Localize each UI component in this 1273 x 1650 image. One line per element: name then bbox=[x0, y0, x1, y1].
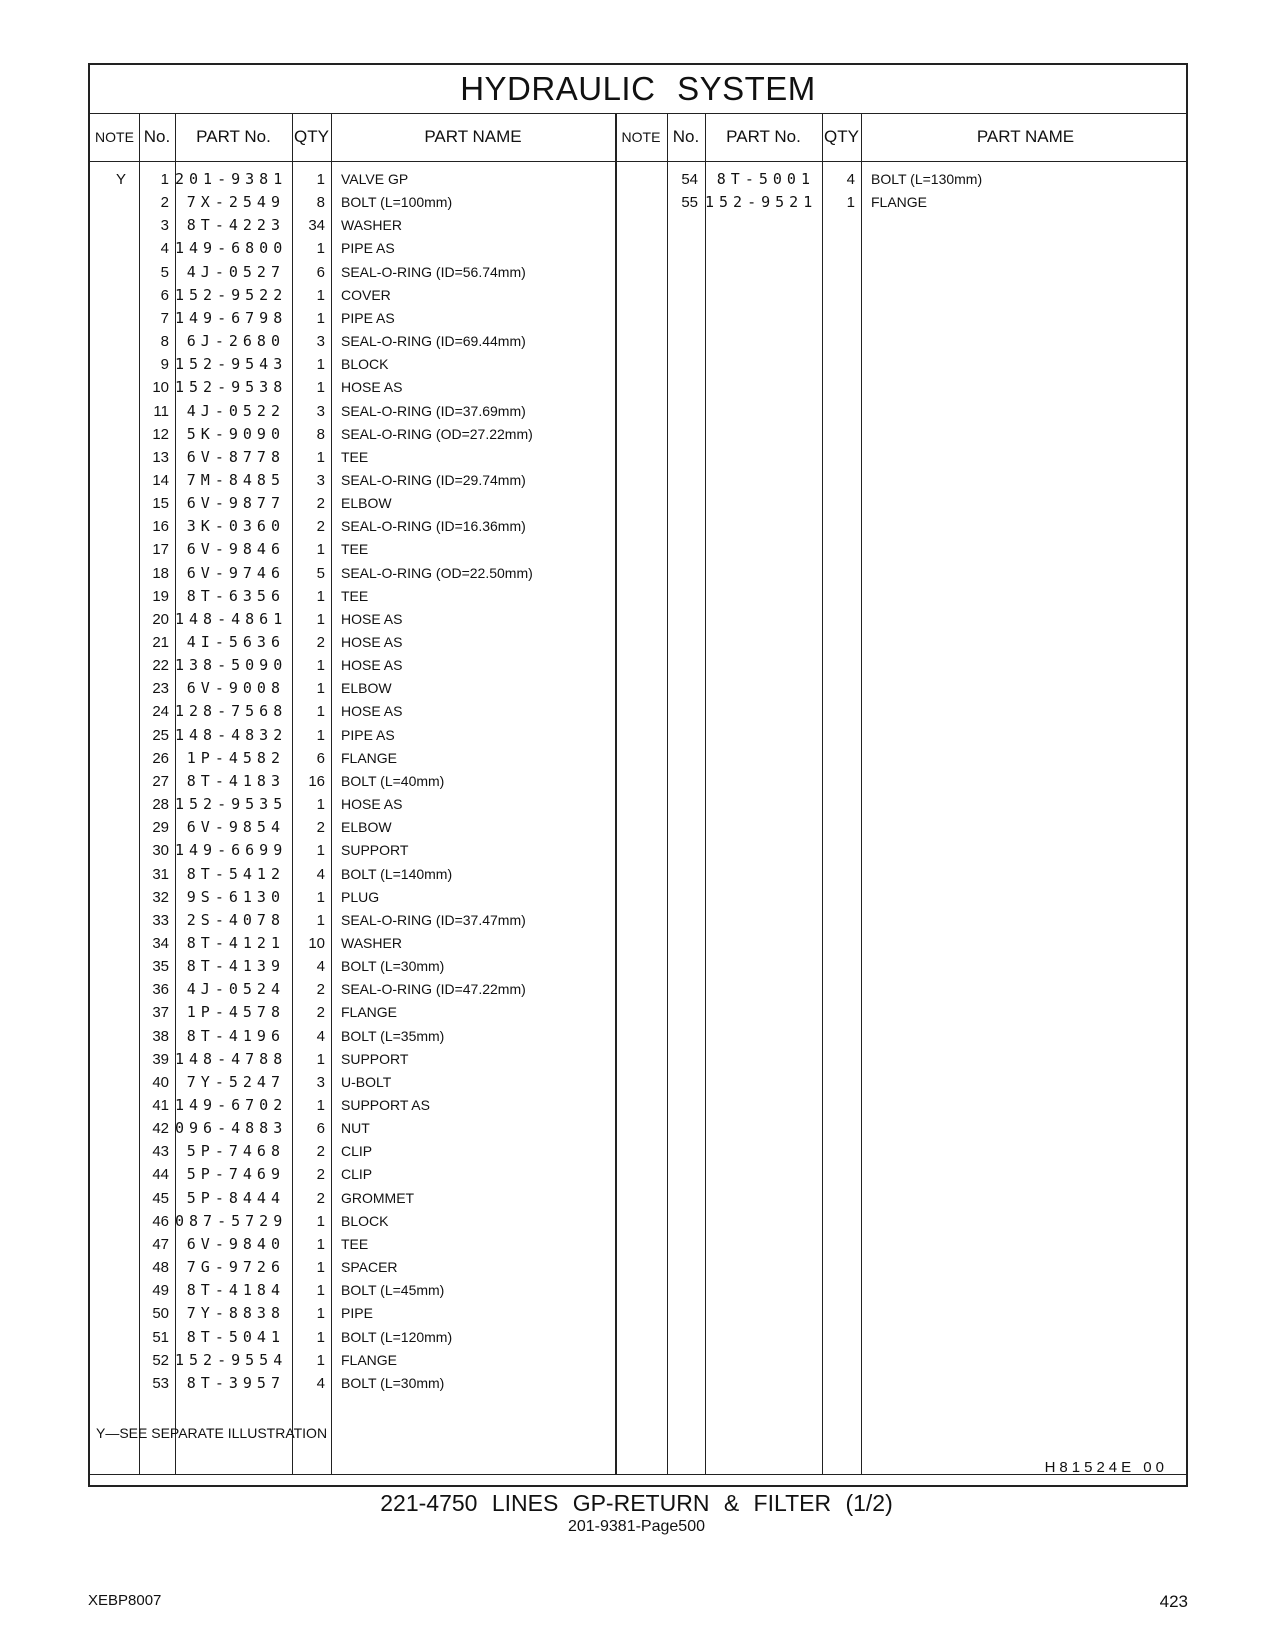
table-row bbox=[90, 1233, 1190, 1256]
row-item-number: 34 bbox=[152, 934, 169, 952]
row-quantity: 1 bbox=[846, 194, 855, 212]
row-part-name: SEAL-O-RING (ID=37.47mm) bbox=[341, 911, 526, 928]
row-part-name: HOSE AS bbox=[341, 634, 403, 650]
header-qty-left: QTY bbox=[294, 127, 329, 146]
table-row bbox=[90, 932, 1190, 955]
row-quantity: 2 bbox=[316, 1189, 325, 1207]
row-quantity: 2 bbox=[316, 1143, 325, 1161]
row-part-name: BOLT (L=120mm) bbox=[341, 1328, 453, 1345]
header-note-right: NOTE bbox=[621, 129, 661, 145]
table-row bbox=[90, 446, 1190, 469]
row-part-number: 096-4883 bbox=[175, 1119, 288, 1138]
row-part-number: 8T-4223 bbox=[186, 216, 285, 235]
row-part-number: 8T-4196 bbox=[186, 1026, 285, 1045]
row-part-number: 7M-8485 bbox=[186, 470, 285, 489]
row-item-number: 32 bbox=[152, 888, 169, 906]
row-part-number: 149-6699 bbox=[175, 841, 288, 860]
row-item-number: 52 bbox=[152, 1351, 169, 1369]
row-part-number: 149-6702 bbox=[175, 1096, 288, 1114]
row-quantity: 1 bbox=[316, 1235, 325, 1253]
row-quantity: 1 bbox=[316, 1328, 325, 1346]
table-row bbox=[90, 978, 1190, 1001]
row-part-name: WASHER bbox=[341, 934, 402, 951]
row-quantity: 3 bbox=[316, 1073, 325, 1091]
table-row bbox=[90, 469, 1190, 492]
table-row bbox=[90, 677, 1190, 700]
row-part-number: 152-9535 bbox=[175, 795, 288, 814]
row-item-number: 4 bbox=[160, 240, 169, 258]
row-part-number: 4J-0527 bbox=[186, 262, 285, 281]
table-row bbox=[90, 284, 1190, 307]
table-row bbox=[90, 585, 1190, 608]
row-part-name: HOSE AS bbox=[341, 703, 403, 720]
row-item-number: 44 bbox=[152, 1166, 169, 1184]
row-part-name: CLIP bbox=[341, 1143, 373, 1160]
row-item-number: 37 bbox=[152, 1004, 169, 1022]
row-note: Y bbox=[115, 171, 126, 188]
row-quantity: 8 bbox=[316, 194, 325, 212]
row-part-number: 128-7568 bbox=[175, 702, 288, 721]
row-part-number: 1P-4578 bbox=[186, 1003, 285, 1022]
row-item-number: 47 bbox=[152, 1235, 169, 1253]
row-part-number: 4J-0524 bbox=[186, 980, 285, 999]
row-quantity: 3 bbox=[316, 333, 325, 351]
row-part-number: 7Y-8838 bbox=[186, 1304, 285, 1323]
table-header bbox=[90, 113, 1186, 162]
row-item-number: 19 bbox=[152, 587, 169, 605]
row-quantity: 1 bbox=[316, 1282, 325, 1300]
row-part-number: 8T-4139 bbox=[186, 957, 285, 976]
row-quantity: 4 bbox=[316, 865, 325, 883]
row-part-name: SUPPORT bbox=[341, 842, 409, 859]
row-part-number: 8T-5041 bbox=[186, 1327, 285, 1346]
table-row bbox=[90, 1048, 1190, 1071]
row-part-number: 8T-6356 bbox=[186, 586, 285, 605]
row-part-number: 6V-9840 bbox=[186, 1234, 285, 1253]
row-quantity: 5 bbox=[316, 564, 325, 582]
row-item-number: 25 bbox=[152, 726, 169, 744]
row-quantity: 1 bbox=[316, 726, 325, 744]
table-row bbox=[90, 724, 1190, 747]
row-part-number: 7G-9726 bbox=[186, 1258, 285, 1277]
row-quantity: 1 bbox=[316, 1351, 325, 1369]
row-quantity: 4 bbox=[846, 171, 855, 188]
row-item-number: 24 bbox=[152, 703, 169, 721]
table-row bbox=[90, 1349, 1190, 1372]
row-item-number: 18 bbox=[152, 564, 169, 582]
row-quantity: 4 bbox=[316, 958, 325, 976]
row-part-name: SEAL-O-RING (ID=56.74mm) bbox=[341, 263, 526, 280]
row-part-name: ELBOW bbox=[341, 680, 392, 697]
row-quantity: 4 bbox=[316, 1374, 325, 1392]
row-part-name: SEAL-O-RING (ID=37.69mm) bbox=[341, 402, 526, 419]
row-item-number: 2 bbox=[160, 194, 169, 212]
row-item-number: 17 bbox=[152, 541, 169, 559]
footnote: Y—SEE SEPARATE ILLUSTRATION bbox=[96, 1425, 328, 1441]
row-part-number: 6V-9846 bbox=[186, 540, 285, 559]
row-part-name: FLANGE bbox=[341, 1351, 398, 1368]
row-part-number: 087-5729 bbox=[175, 1211, 288, 1230]
row-part-name: VALVE GP bbox=[341, 171, 409, 187]
row-item-number: 7 bbox=[160, 309, 169, 327]
table-row bbox=[90, 1302, 1190, 1325]
row-part-number: 2S-4078 bbox=[186, 910, 285, 929]
row-part-number: 5P-7469 bbox=[186, 1165, 285, 1184]
row-part-name: TEE bbox=[341, 1235, 369, 1252]
header-qty-right: QTY bbox=[824, 127, 859, 146]
row-item-number: 27 bbox=[152, 772, 169, 790]
table-row bbox=[90, 168, 1190, 191]
row-item-number: 21 bbox=[152, 634, 169, 651]
row-quantity: 1 bbox=[316, 541, 325, 559]
row-part-number: 6V-9746 bbox=[186, 563, 285, 582]
row-part-number: 8T-4183 bbox=[186, 771, 285, 790]
row-quantity: 2 bbox=[316, 819, 325, 837]
row-item-number: 10 bbox=[152, 379, 169, 397]
row-item-number: 30 bbox=[152, 842, 169, 860]
table-row bbox=[90, 1025, 1190, 1048]
table-row bbox=[90, 909, 1190, 932]
table-row bbox=[90, 1117, 1190, 1140]
table-row bbox=[90, 654, 1190, 677]
row-quantity: 1 bbox=[316, 1305, 325, 1323]
row-item-number: 16 bbox=[152, 518, 169, 536]
table-row bbox=[90, 1001, 1190, 1024]
row-part-number: 148-4832 bbox=[175, 725, 288, 744]
row-quantity: 2 bbox=[316, 495, 325, 513]
table-row bbox=[90, 191, 1190, 214]
row-part-name: BOLT (L=130mm) bbox=[871, 171, 983, 187]
row-part-name: WASHER bbox=[341, 217, 402, 234]
row-part-number: 201-9381 bbox=[175, 170, 288, 188]
row-quantity: 1 bbox=[316, 1050, 325, 1068]
row-quantity: 10 bbox=[308, 934, 325, 952]
row-quantity: 1 bbox=[316, 888, 325, 906]
row-part-name: SEAL-O-RING (ID=16.36mm) bbox=[341, 518, 526, 535]
table-row bbox=[90, 886, 1190, 909]
row-item-number: 11 bbox=[153, 402, 169, 420]
row-part-name: TEE bbox=[341, 448, 369, 465]
table-row bbox=[90, 816, 1190, 839]
table-row bbox=[90, 261, 1190, 284]
row-part-name: BLOCK bbox=[341, 1212, 389, 1229]
row-item-number: 33 bbox=[152, 911, 169, 929]
row-part-number: 6V-9008 bbox=[186, 679, 285, 698]
row-part-name: HOSE AS bbox=[341, 379, 403, 396]
table-row bbox=[90, 307, 1190, 330]
row-part-number: 6V-9877 bbox=[186, 494, 285, 513]
row-item-number: 13 bbox=[152, 448, 169, 466]
row-part-number: 8T-3957 bbox=[186, 1373, 285, 1392]
row-item-number: 36 bbox=[152, 981, 169, 999]
row-part-name: BLOCK bbox=[341, 356, 389, 373]
table-row bbox=[90, 955, 1190, 978]
table-row bbox=[90, 1163, 1190, 1186]
row-quantity: 1 bbox=[316, 379, 325, 397]
row-quantity: 1 bbox=[316, 171, 325, 188]
table-row bbox=[90, 1140, 1190, 1163]
row-part-number: 6V-9854 bbox=[186, 818, 285, 837]
header-part-no-left: PART No. bbox=[196, 127, 271, 146]
table-row bbox=[90, 793, 1190, 816]
row-part-number: 7Y-5247 bbox=[186, 1072, 285, 1091]
row-quantity: 2 bbox=[316, 981, 325, 999]
table-row bbox=[90, 631, 1190, 654]
row-part-name: HOSE AS bbox=[341, 610, 403, 627]
row-part-name: BOLT (L=140mm) bbox=[341, 865, 453, 882]
row-part-name: U-BOLT bbox=[341, 1073, 392, 1090]
row-part-number: 149-6798 bbox=[175, 308, 288, 327]
row-quantity: 1 bbox=[316, 1212, 325, 1230]
row-part-name: BOLT (L=35mm) bbox=[341, 1027, 445, 1044]
row-quantity: 1 bbox=[316, 1259, 325, 1277]
row-item-number: 8 bbox=[160, 333, 169, 351]
row-item-number: 39 bbox=[152, 1050, 169, 1068]
row-part-name: SUPPORT bbox=[341, 1050, 409, 1067]
row-part-name: PIPE AS bbox=[341, 240, 395, 257]
row-quantity: 2 bbox=[316, 518, 325, 536]
row-part-name: ELBOW bbox=[341, 819, 392, 836]
row-part-number: 8T-4121 bbox=[186, 933, 285, 952]
row-part-number: 5P-8444 bbox=[186, 1188, 285, 1207]
row-item-number: 28 bbox=[152, 796, 169, 814]
row-part-name: HOSE AS bbox=[341, 796, 403, 813]
row-quantity: 6 bbox=[316, 749, 325, 767]
row-part-number: 4I-5636 bbox=[186, 633, 285, 651]
row-quantity: 1 bbox=[316, 448, 325, 466]
row-quantity: 1 bbox=[316, 356, 325, 374]
row-quantity: 1 bbox=[316, 911, 325, 929]
row-item-number: 1 bbox=[160, 171, 169, 188]
row-part-name: NUT bbox=[341, 1120, 370, 1137]
table-row bbox=[90, 1256, 1190, 1279]
table-row bbox=[90, 1210, 1190, 1233]
table-row bbox=[90, 237, 1190, 260]
row-part-name: ELBOW bbox=[341, 495, 392, 512]
page-title: HYDRAULIC SYSTEM bbox=[90, 65, 1186, 114]
row-item-number: 50 bbox=[152, 1305, 169, 1323]
table-row bbox=[90, 863, 1190, 886]
table-row bbox=[90, 330, 1190, 353]
row-part-name: FLANGE bbox=[871, 194, 928, 211]
row-item-number: 12 bbox=[152, 425, 169, 443]
row-quantity: 16 bbox=[308, 772, 325, 790]
table-row bbox=[90, 538, 1190, 561]
row-item-number: 43 bbox=[152, 1143, 169, 1161]
row-quantity: 3 bbox=[316, 471, 325, 489]
table-row bbox=[90, 700, 1190, 723]
row-part-number: 149-6800 bbox=[175, 239, 288, 258]
row-part-number: 138-5090 bbox=[175, 656, 288, 675]
row-item-number: 48 bbox=[152, 1259, 169, 1277]
row-part-name: PIPE AS bbox=[341, 726, 395, 743]
table-row bbox=[90, 214, 1190, 237]
row-part-name: SEAL-O-RING (ID=47.22mm) bbox=[341, 981, 526, 998]
table-row bbox=[90, 608, 1190, 631]
row-quantity: 6 bbox=[316, 1120, 325, 1138]
row-part-name: CLIP bbox=[341, 1166, 373, 1183]
table-row bbox=[90, 376, 1190, 399]
page-number: 423 bbox=[1159, 1592, 1188, 1611]
row-part-name: BOLT (L=100mm) bbox=[341, 194, 453, 211]
row-part-number: 6J-2680 bbox=[186, 332, 285, 351]
table-row bbox=[90, 1279, 1190, 1302]
row-quantity: 1 bbox=[316, 240, 325, 258]
table-row bbox=[90, 747, 1190, 770]
row-part-number: 148-4861 bbox=[175, 609, 288, 628]
group-title: 221-4750 LINES GP-RETURN & FILTER (1/2) bbox=[380, 1490, 893, 1516]
row-part-name: SEAL-O-RING (OD=27.22mm) bbox=[341, 425, 533, 442]
table-row bbox=[90, 423, 1190, 446]
row-item-number: 49 bbox=[152, 1282, 169, 1300]
row-quantity: 4 bbox=[316, 1027, 325, 1045]
row-part-name: SPACER bbox=[341, 1259, 398, 1276]
header-part-no-right: PART No. bbox=[726, 127, 801, 146]
row-part-name: SEAL-O-RING (OD=22.50mm) bbox=[341, 564, 533, 581]
row-part-number: 8T-4184 bbox=[186, 1281, 285, 1300]
table-row bbox=[90, 515, 1190, 538]
row-part-name: PIPE AS bbox=[341, 309, 395, 326]
row-quantity: 34 bbox=[308, 217, 325, 235]
row-item-number: 51 bbox=[152, 1328, 169, 1346]
header-part-name-right: PART NAME bbox=[976, 127, 1075, 146]
illustration-code: H81524E 00 bbox=[1044, 1459, 1168, 1476]
header-part-name-left: PART NAME bbox=[424, 127, 522, 146]
row-item-number: 31 bbox=[152, 865, 169, 883]
row-quantity: 1 bbox=[316, 842, 325, 860]
row-part-name: FLANGE bbox=[341, 749, 398, 766]
row-quantity: 1 bbox=[316, 286, 325, 304]
header-note-left: NOTE bbox=[95, 129, 134, 145]
row-part-name: BOLT (L=30mm) bbox=[341, 958, 445, 975]
row-part-number: 9S-6130 bbox=[186, 887, 285, 906]
table-row bbox=[90, 562, 1190, 585]
row-part-number: 8T-5001 bbox=[716, 170, 815, 188]
table-row bbox=[90, 770, 1190, 793]
row-part-name: GROMMET bbox=[341, 1189, 415, 1206]
row-quantity: 1 bbox=[316, 703, 325, 721]
row-quantity: 1 bbox=[316, 610, 325, 628]
row-item-number: 20 bbox=[152, 610, 169, 628]
row-item-number: 26 bbox=[152, 749, 169, 767]
row-item-number: 55 bbox=[681, 194, 698, 212]
row-item-number: 42 bbox=[152, 1120, 169, 1138]
row-item-number: 53 bbox=[152, 1374, 169, 1392]
table-row bbox=[90, 1187, 1190, 1210]
row-part-number: 5K-9090 bbox=[186, 424, 285, 443]
table-row bbox=[90, 353, 1190, 376]
row-item-number: 54 bbox=[681, 171, 698, 188]
row-part-number: 6V-8778 bbox=[186, 447, 285, 466]
row-part-number: 8T-5412 bbox=[186, 864, 285, 883]
row-quantity: 8 bbox=[316, 425, 325, 443]
table-row bbox=[90, 1094, 1190, 1117]
row-part-name: HOSE AS bbox=[341, 657, 403, 674]
row-item-number: 45 bbox=[152, 1189, 169, 1207]
row-part-number: 1P-4582 bbox=[186, 748, 285, 767]
header-no-left: No. bbox=[143, 127, 171, 146]
row-item-number: 6 bbox=[160, 286, 169, 304]
row-part-number: 3K-0360 bbox=[186, 517, 285, 536]
row-part-name: TEE bbox=[341, 587, 369, 604]
table-bottom-rule bbox=[90, 1474, 1186, 1475]
row-item-number: 14 bbox=[152, 471, 169, 489]
row-part-name: BOLT (L=40mm) bbox=[341, 772, 445, 789]
row-item-number: 40 bbox=[152, 1073, 169, 1091]
row-part-name: COVER bbox=[341, 286, 391, 303]
row-item-number: 38 bbox=[152, 1027, 169, 1045]
row-part-number: 152-9522 bbox=[175, 285, 288, 304]
row-item-number: 23 bbox=[152, 680, 169, 698]
row-part-name: SEAL-O-RING (ID=29.74mm) bbox=[341, 471, 526, 488]
row-quantity: 2 bbox=[316, 1166, 325, 1184]
row-quantity: 1 bbox=[316, 309, 325, 327]
row-item-number: 46 bbox=[152, 1212, 169, 1230]
row-part-name: TEE bbox=[341, 541, 369, 558]
row-part-number: 148-4788 bbox=[175, 1049, 288, 1068]
row-quantity: 1 bbox=[316, 796, 325, 814]
row-part-number: 152-9554 bbox=[175, 1350, 288, 1369]
row-part-number: 5P-7468 bbox=[186, 1142, 285, 1161]
row-item-number: 15 bbox=[152, 495, 169, 513]
row-part-name: FLANGE bbox=[341, 1004, 398, 1021]
row-quantity: 3 bbox=[316, 402, 325, 420]
row-part-name: PLUG bbox=[341, 888, 380, 905]
group-subtitle: 201-9381-Page500 bbox=[567, 1518, 705, 1535]
row-part-name: BOLT (L=45mm) bbox=[341, 1282, 445, 1299]
publication-number: XEBP8007 bbox=[88, 1592, 162, 1609]
row-quantity: 6 bbox=[316, 263, 325, 281]
row-part-number: 4J-0522 bbox=[186, 401, 285, 420]
row-quantity: 2 bbox=[316, 1004, 325, 1022]
row-part-number: 152-9538 bbox=[175, 378, 288, 397]
row-item-number: 3 bbox=[160, 217, 169, 235]
header-no-right: No. bbox=[672, 127, 700, 146]
row-quantity: 1 bbox=[316, 657, 325, 675]
row-item-number: 5 bbox=[160, 263, 169, 281]
parts-list-frame bbox=[88, 63, 1188, 1487]
row-quantity: 1 bbox=[316, 680, 325, 698]
table-row bbox=[90, 492, 1190, 515]
row-quantity: 1 bbox=[316, 1097, 325, 1114]
table-row bbox=[90, 1071, 1190, 1094]
row-quantity: 1 bbox=[316, 587, 325, 605]
table-row bbox=[90, 1326, 1190, 1349]
table-row bbox=[90, 400, 1190, 423]
row-item-number: 41 bbox=[152, 1097, 169, 1114]
row-item-number: 29 bbox=[152, 819, 169, 837]
row-quantity: 2 bbox=[316, 634, 325, 651]
row-part-name: SUPPORT AS bbox=[341, 1097, 430, 1113]
row-part-name: SEAL-O-RING (ID=69.44mm) bbox=[341, 333, 526, 350]
row-part-name: BOLT (L=30mm) bbox=[341, 1374, 445, 1391]
row-item-number: 35 bbox=[152, 958, 169, 976]
row-part-number: 152-9543 bbox=[175, 355, 288, 374]
table-row bbox=[90, 839, 1190, 862]
table-row bbox=[90, 1372, 1190, 1395]
row-part-number: 7X-2549 bbox=[186, 193, 285, 212]
row-item-number: 9 bbox=[160, 356, 169, 374]
row-item-number: 22 bbox=[152, 657, 169, 675]
row-part-name: PIPE bbox=[341, 1305, 373, 1322]
row-part-number: 152-9521 bbox=[705, 193, 818, 212]
